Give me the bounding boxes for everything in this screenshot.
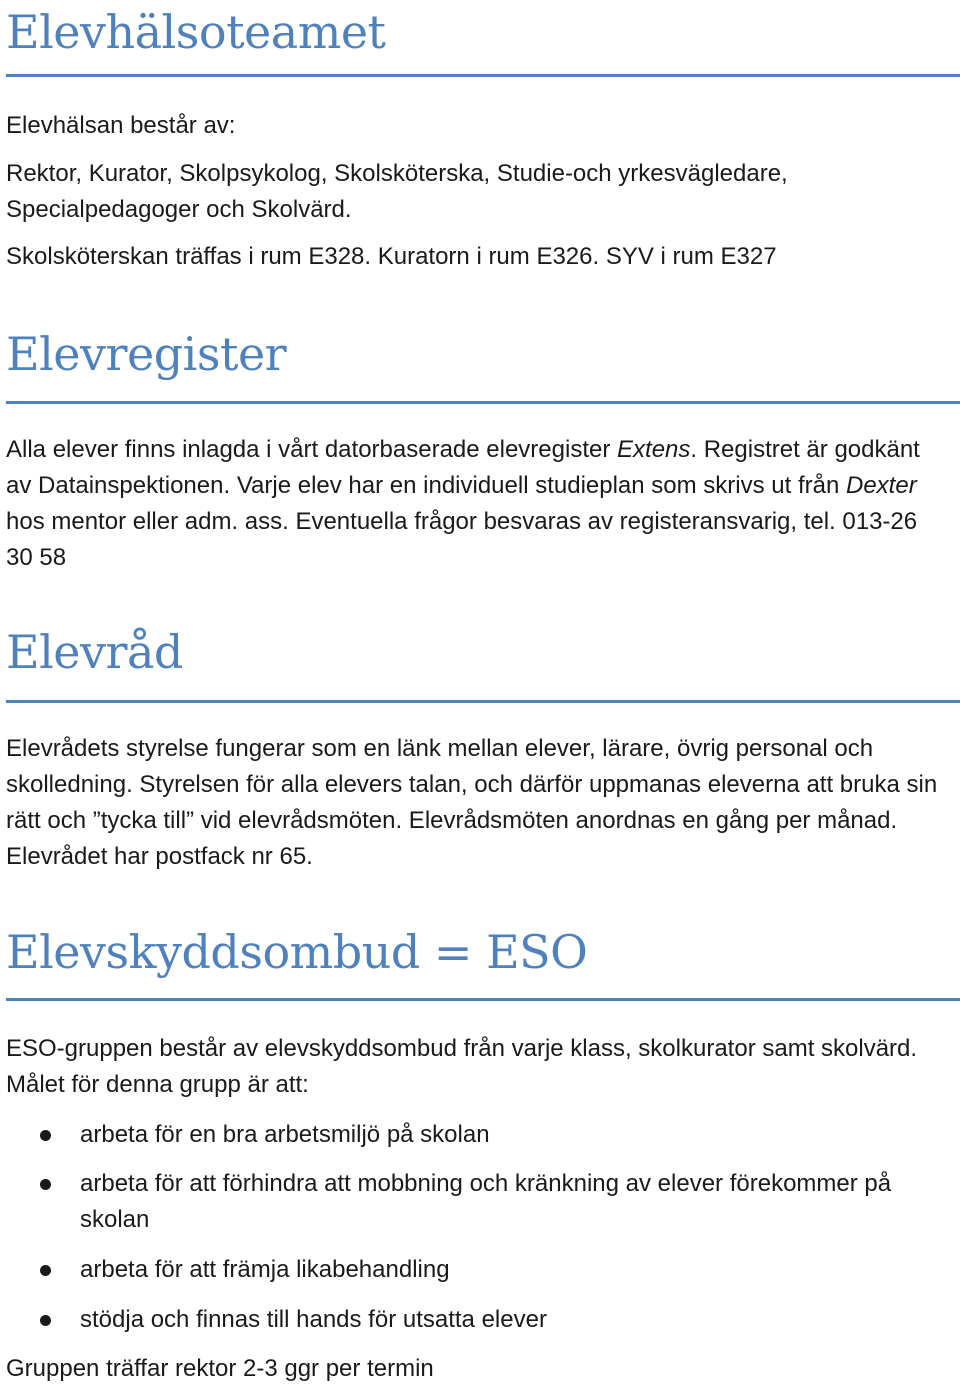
list-item-text: arbeta för att förhindra att mobbning och kränkning av elever förekommer på skolan [80, 1170, 892, 1233]
list-item [0, 1166, 940, 1238]
heading-rule-elevhalsoteamet [6, 74, 960, 77]
list-item-text: arbeta för att främja likabehandling [80, 1256, 450, 1283]
heading-elevrad: Elevråd [6, 625, 183, 679]
extens-term: Extens [617, 436, 691, 463]
elevrad-paragraph: Elevrådets styrelse fungerar som en länk mellan elever, lärare, övrig personal och skolledning. Styrelsen för alla elevers talan, och därför uppmanas eleverna att bruka sin rätt och ”tycka till” vid elevrådsmöten. Elevrådsmöten anordnas en gång per månad. Elevrådet har postfack nr 65. [6, 735, 938, 870]
elevregister-text-a: Alla elever finns inlagda i vårt datorbaserade elevregister [6, 436, 618, 463]
elevhalsan-intro: Elevhälsan består av: [6, 112, 236, 139]
list-item [0, 1117, 940, 1153]
list-item [0, 1302, 940, 1338]
dexter-term: Dexter [846, 472, 917, 499]
list-item [0, 1252, 940, 1288]
elevregister-text-c: hos mentor eller adm. ass. Eventuella frågor besvaras av registeransvarig, tel. 013-26 30 58 [6, 508, 918, 571]
heading-elevhalsoteamet: Elevhälsoteamet [6, 5, 386, 59]
elevregister-paragraph [6, 432, 940, 576]
eso-closing: Gruppen träffar rektor 2-3 ggr per termin [6, 1355, 434, 1382]
heading-rule-eso [6, 998, 960, 1001]
heading-rule-elevrad [6, 700, 960, 703]
heading-eso: Elevskyddsombud = ESO [6, 925, 588, 979]
bullet-icon [40, 1265, 51, 1276]
bullet-icon [40, 1130, 51, 1141]
eso-paragraph: ESO-gruppen består av elevskyddsombud från varje klass, skolkurator samt skolvärd. Målet för denna grupp är att: [6, 1035, 918, 1098]
elevhalsan-rooms: Skolsköterskan träffas i rum E328. Kuratorn i rum E326. SYV i rum E327 [6, 243, 777, 270]
bullet-icon [40, 1315, 51, 1326]
list-item-text: stödja och finnas till hands för utsatta elever [80, 1306, 547, 1333]
heading-elevregister: Elevregister [6, 327, 287, 381]
list-item-text: arbeta för en bra arbetsmiljö på skolan [80, 1121, 490, 1148]
elevregister-text-b: . Registret är godkänt av Datainspektionen. Varje elev har en individuell studieplan som skrivs ut från [6, 436, 920, 499]
heading-rule-elevregister [6, 401, 960, 404]
elevhalsan-members: Rektor, Kurator, Skolpsykolog, Skolsköterska, Studie-och yrkesvägledare, Specialpedagoger och Skolvärd. [6, 160, 788, 223]
bullet-icon [40, 1179, 51, 1190]
